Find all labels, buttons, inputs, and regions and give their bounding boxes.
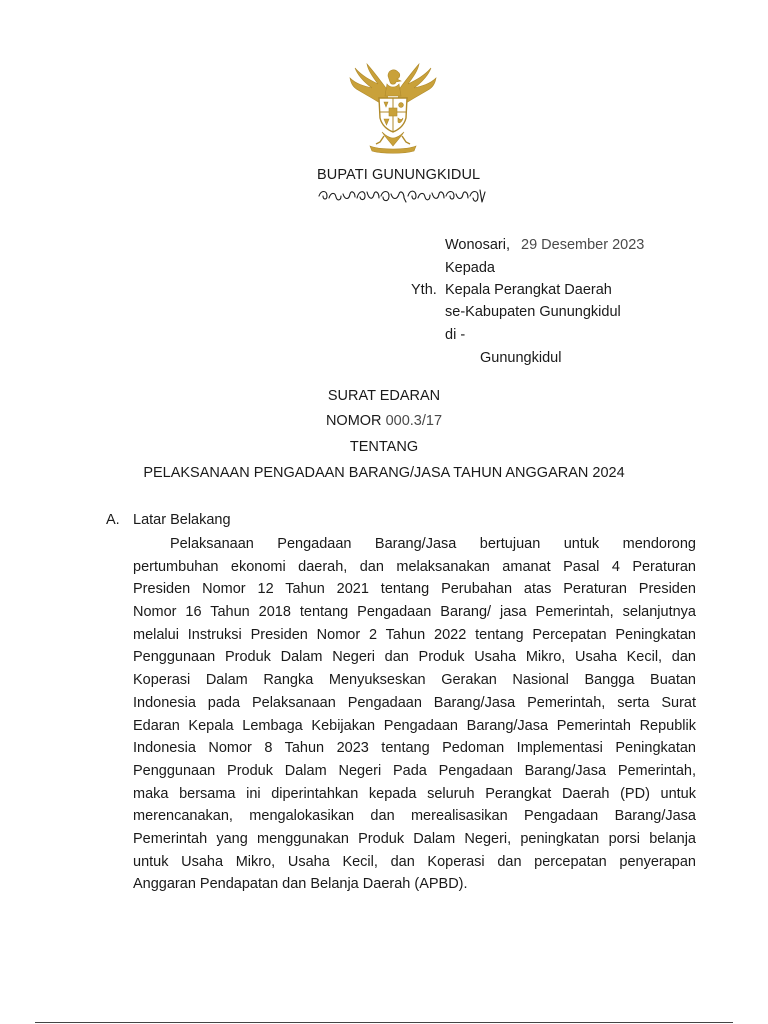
body-line: melalui Instruksi Presiden Nomor 2 Tahun 2022 tentang Percepatan Peningkatan [133, 626, 696, 643]
recipient-line-1: Kepala Perangkat Daerah [445, 282, 612, 298]
number-label: NOMOR [325, 413, 382, 429]
body-line: Nomor 16 Tahun 2018 tentang Pengadaan Barang/ jasa Pemerintah, selanjutnya [133, 604, 696, 621]
letter-date: 29 Desember 2023 [521, 237, 645, 253]
javanese-script-line [317, 184, 489, 206]
body-line: maka bersama ini diperintahkan kepada seluruh Perangkat Daerah (PD) untuk [133, 785, 696, 802]
body-line: untuk Usaha Mikro, Usaha Kecil, dan Koperasi dan percepatan penyerapan [133, 853, 696, 870]
body-line: Presiden Nomor 12 Tahun 2021 tentang Perubahan atas Peraturan Presiden [133, 581, 696, 598]
at-label: di - [445, 327, 466, 343]
number-value: 000.3/17 [385, 413, 443, 429]
section-body [133, 533, 696, 896]
body-line: Edaran Kepala Lembaga Kebijakan Pengadaan Barang/Jasa Pemerintah Republik [133, 717, 696, 734]
body-line: Indonesia pada Pelaksanaan Pengadaan Barang/Jasa Pemerintah, serta Surat [133, 694, 696, 711]
body-line: Anggaran Pendapatan dan Belanja Daerah (APBD). [133, 876, 468, 893]
document-subject: PELAKSANAAN PENGADAAN BARANG/JASA TAHUN ANGGARAN 2024 [143, 465, 625, 481]
body-line: Penggunaan Produk Dalam Negeri Pada Pengadaan Barang/Jasa Pemerintah, [133, 762, 696, 779]
document-number [0, 413, 768, 429]
section-title: Latar Belakang [133, 512, 231, 528]
section-marker: A. [106, 512, 120, 528]
to-label: Kepada [445, 260, 495, 276]
letterhead-title: BUPATI GUNUNGKIDUL [317, 167, 481, 183]
body-line: Koperasi Dalam Rangka Menyukseskan Gerakan Nasional Bangga Buatan [133, 672, 696, 689]
body-line: Pemerintah yang menggunakan Produk Dalam Negeri, peningkatan porsi belanja [133, 830, 696, 847]
letter-place: Wonosari, [445, 237, 511, 253]
body-line: Penggunaan Produk Dalam Negeri dan Produk Usaha Mikro, Usaha Kecil, dan [133, 649, 696, 666]
page-bottom-rule [35, 1022, 733, 1023]
recipient-location: Gunungkidul [480, 350, 562, 366]
body-line: pertumbuhan ekonomi daerah, dan melaksanakan amanat Pasal 4 Peraturan [133, 558, 696, 575]
garuda-emblem-icon [346, 62, 440, 156]
body-line: merencanakan, mengalokasikan dan merealisasikan Pengadaan Barang/Jasa [133, 808, 696, 825]
yth-label: Yth. [411, 282, 437, 298]
document-about: TENTANG [349, 439, 419, 455]
document-type: SURAT EDARAN [327, 388, 441, 404]
body-line: Pelaksanaan Pengadaan Barang/Jasa bertujuan untuk mendorong [170, 536, 696, 552]
body-line: Indonesia Nomor 8 Tahun 2023 tentang Pedoman Implementasi Peningkatan [133, 740, 696, 757]
recipient-line-2: se-Kabupaten Gunungkidul [445, 304, 621, 320]
